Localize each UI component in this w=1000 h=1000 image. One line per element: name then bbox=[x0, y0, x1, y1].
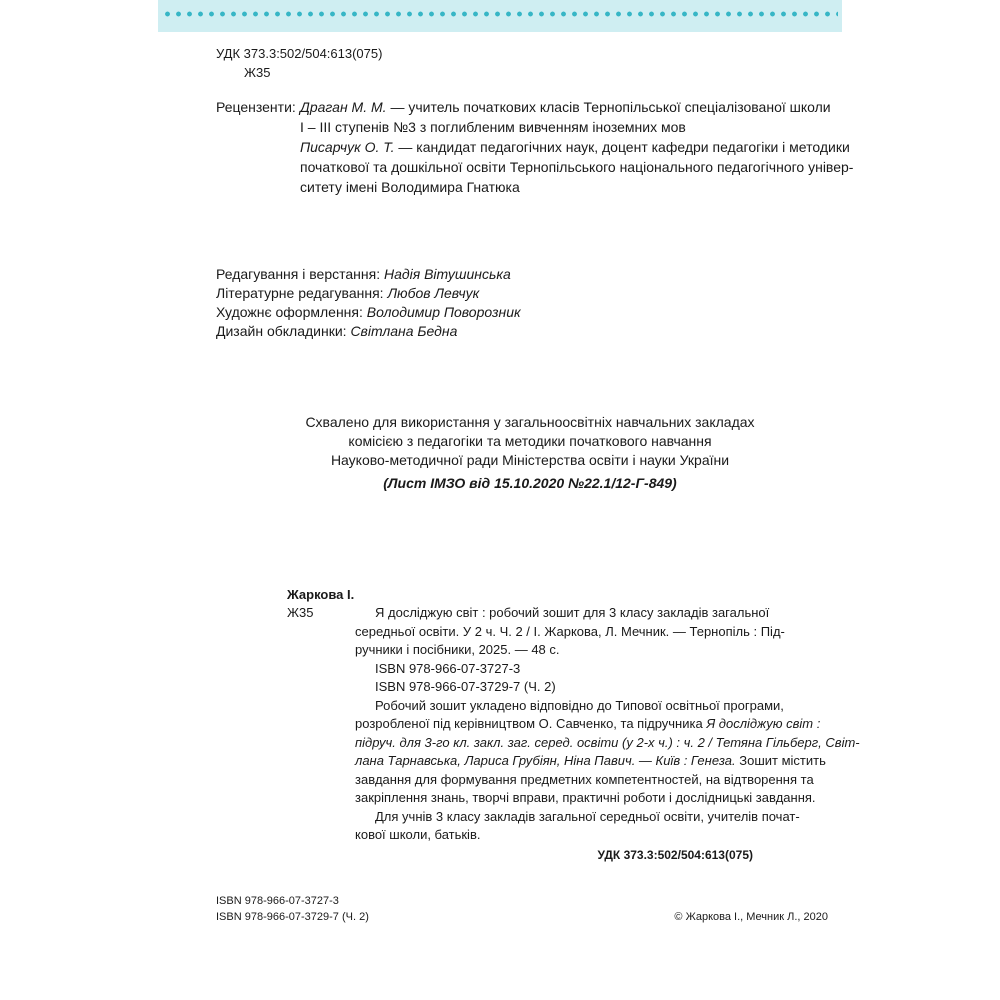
udk-top: УДК 373.3:502/504:613(075) bbox=[216, 46, 383, 61]
catalog-code: Ж35 bbox=[287, 605, 314, 620]
credit-literary-editing: Літературне редагування: Любов Левчук bbox=[216, 285, 480, 301]
reviewer-2-name: Писарчук О. Т. bbox=[300, 139, 395, 155]
catalog-udk: УДК 373.3:502/504:613(075) bbox=[597, 848, 753, 862]
reviewer-1-line-2: I – III ступенів №3 з поглибленим вивченням іноземних мов bbox=[300, 119, 686, 135]
reviewer-2-line-3: ситету імені Володимира Гнатюка bbox=[300, 179, 520, 195]
annotation-line-5: завдання для формування предметних компетентностей, на відтворення та bbox=[355, 772, 814, 787]
footer-isbn-2: ISBN 978-966-07-3729-7 (Ч. 2) bbox=[216, 911, 369, 923]
catalog-author: Жаркова І. bbox=[287, 587, 355, 602]
reviewer-1-line-1: Драган М. М. — учитель початкових класів Тернопільської спеціалізованої школи bbox=[300, 99, 831, 115]
catalog-title-line-1: Я досліджую світ : робочий зошит для 3 класу закладів загальної bbox=[375, 605, 770, 620]
footer-isbn-1: ISBN 978-966-07-3727-3 bbox=[216, 895, 339, 907]
catalog-isbn-1: ISBN 978-966-07-3727-3 bbox=[375, 661, 521, 676]
catalog-title-line-3: ручники і посібники, 2025. — 48 с. bbox=[355, 642, 560, 657]
reviewers-label: Рецензенти: bbox=[216, 99, 296, 115]
catalog-isbn-2: ISBN 978-966-07-3729-7 (Ч. 2) bbox=[375, 679, 556, 694]
top-dotted-line bbox=[162, 11, 838, 17]
reviewer-2-line-1: Писарчук О. Т. — кандидат педагогічних наук, доцент кафедри педагогіки і методики bbox=[300, 139, 850, 155]
annotation-line-4: лана Тарнавська, Лариса Грубіян, Ніна Павич. — Київ : Генеза. Зошит містить bbox=[355, 753, 826, 768]
catalog-title-line-2: середньої освіти. У 2 ч. Ч. 2 / І. Жаркова, Л. Мечник. — Тернопіль : Під- bbox=[355, 624, 785, 639]
approval-line-1: Схвалено для використання у загальноосвітніх навчальних закладах bbox=[305, 414, 755, 430]
credit-art-design: Художнє оформлення: Володимир Поворозник bbox=[216, 304, 521, 320]
annotation-line-6: закріплення знань, творчі вправи, практичні роботи і дослідницькі завдання. bbox=[355, 790, 816, 805]
code-top: Ж35 bbox=[244, 65, 271, 80]
annotation-line-7: Для учнів 3 класу закладів загальної середньої освіти, учителів почат- bbox=[375, 809, 800, 824]
annotation-line-8: кової школи, батьків. bbox=[355, 827, 481, 842]
reviewer-2-line-2: початкової та дошкільної освіти Тернопільського національного педагогічного універ- bbox=[300, 159, 854, 175]
annotation-line-3: підруч. для 3-го кл. закл. заг. серед. освіти (у 2-х ч.) : ч. 2 / Тетяна Гільберг, Світ- bbox=[355, 735, 860, 750]
footer-copyright: © Жаркова І., Мечник Л., 2020 bbox=[674, 911, 828, 923]
approval-letter: (Лист ІМЗО від 15.10.2020 №22.1/12-Г-849) bbox=[383, 475, 677, 491]
annotation-line-2: розробленої під керівництвом О. Савченко, та підручника Я досліджую світ : bbox=[355, 716, 821, 731]
approval-line-3: Науково-методичної ради Міністерства освіти і науки України bbox=[330, 452, 730, 468]
annotation-line-1: Робочий зошит укладено відповідно до Типової освітньої програми, bbox=[375, 698, 784, 713]
approval-line-2: комісією з педагогіки та методики початкового навчання bbox=[348, 433, 712, 449]
reviewer-1-name: Драган М. М. bbox=[300, 99, 387, 115]
credit-editing: Редагування і верстання: Надія Вітушинська bbox=[216, 266, 511, 282]
credit-cover-design: Дизайн обкладинки: Світлана Бедна bbox=[216, 323, 458, 339]
